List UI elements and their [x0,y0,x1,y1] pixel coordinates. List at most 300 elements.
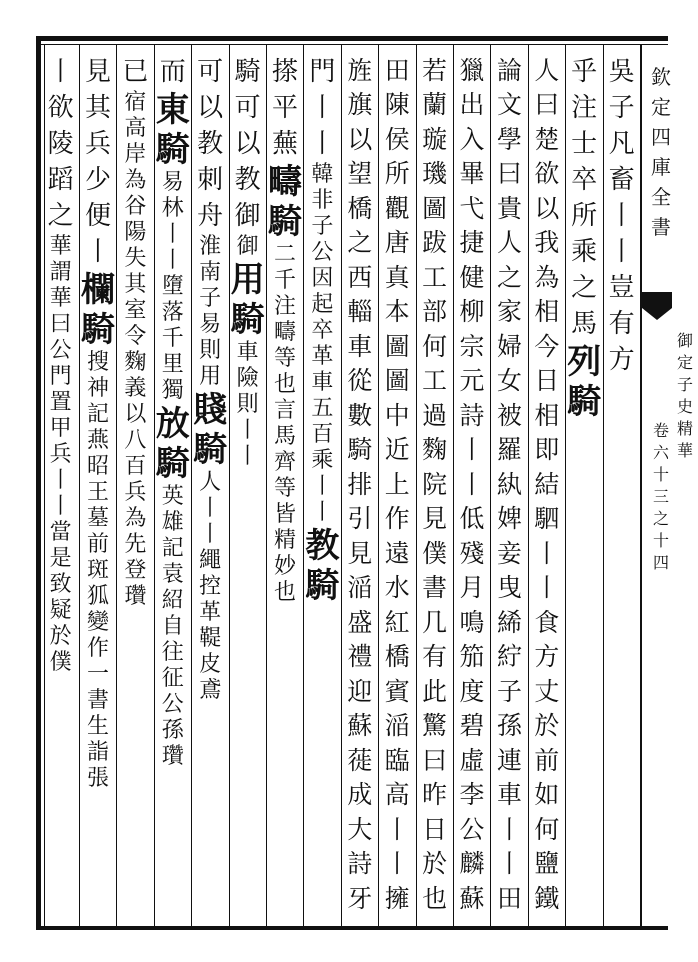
char: 其 [124,272,147,297]
char: 華 [676,441,693,460]
text-column [41,54,81,676]
char: 鳴 [459,607,485,637]
char: 羅 [496,435,522,465]
char: 以 [124,402,147,427]
char: 精 [273,528,296,553]
char: 丨 [47,57,74,87]
char: 大 [347,814,373,844]
char: 騎 [234,57,261,87]
char: 八 [124,428,147,453]
char: 唐 [384,228,410,258]
char: 孫 [496,711,522,741]
char: 子 [608,93,635,123]
char: 人 [496,228,522,258]
char: 御 [236,234,259,259]
char: 英 [161,484,184,509]
entry-heading [193,390,227,470]
body-text [347,54,372,916]
char: 盛 [347,607,373,637]
annotation [199,234,221,390]
annotation [124,90,146,324]
body-text [534,54,559,916]
char: 兵 [49,442,72,467]
char: 丨 [161,222,184,247]
char: 陵 [47,129,74,159]
char: 門 [49,364,72,389]
body-text [609,54,635,378]
char: 起 [311,292,334,317]
char: 因 [311,266,334,291]
char: 為 [124,168,147,193]
char: 几 [422,607,448,637]
char: 丨 [49,494,72,519]
char: 往 [161,640,184,665]
char: 千 [161,326,184,351]
char: 書 [422,573,448,603]
char: 也 [273,580,296,605]
char: 㴞 [347,573,373,603]
char: 元 [459,366,485,396]
char: 門 [309,57,336,87]
char: 引 [347,504,373,534]
char: 兵 [124,480,147,505]
char: 教 [197,129,224,159]
char: 騎 [193,430,228,470]
char: 騎 [268,202,302,242]
char: 跋 [422,228,448,258]
char: 兵 [84,129,111,159]
char: 征 [161,666,184,691]
char: 以 [534,193,560,223]
char: 入 [459,124,485,154]
char: 柳 [459,297,485,327]
char: 教 [234,165,261,195]
char: 丨 [161,248,184,273]
char: 此 [422,676,448,706]
body-text [85,54,111,270]
char: 麴 [422,435,448,465]
char: 公 [161,692,184,717]
char: 文 [496,90,522,120]
text-column [527,54,567,916]
char: 谷 [124,194,147,219]
char: 丨 [459,435,485,465]
char: 臨 [384,745,410,775]
text-column [190,54,230,704]
char: 若 [422,56,448,85]
char: 之 [47,201,74,231]
char: 十 [652,531,669,550]
char: 有 [422,642,448,672]
char: 妙 [273,554,296,579]
char: 已 [122,57,149,87]
char: 神 [86,376,109,401]
char: 搜 [86,350,109,375]
char: 賤 [193,390,228,430]
char: 十 [652,465,669,484]
char: 人 [534,56,560,85]
char: 曳 [496,573,522,603]
char: 弋 [459,193,485,223]
char: 用 [199,364,222,389]
char: 置 [49,390,72,415]
char: 史 [676,397,693,416]
char: 欲 [534,159,560,189]
char: 記 [86,402,109,427]
char: 駟 [534,504,560,534]
char: 控 [199,574,222,599]
char: 謂 [49,260,72,285]
char: 畜 [608,165,635,195]
char: 笳 [459,642,485,672]
char: 學 [496,124,522,154]
char: 公 [459,814,485,844]
char: 僕 [422,538,448,568]
char: 則 [199,338,222,363]
char: 革 [311,344,334,369]
char: 墓 [86,506,109,531]
char: 所 [384,159,410,189]
char: 騎 [305,566,340,606]
annotation [87,350,109,792]
char: 墮 [161,274,184,299]
char: 旌 [347,56,373,85]
char: 宿 [124,90,147,115]
char: 四 [652,553,669,572]
char: 公 [49,338,72,363]
char: 千 [273,268,296,293]
char: 方 [608,345,635,375]
section-title [672,330,698,462]
char: 捷 [459,228,485,258]
char: 過 [422,400,448,430]
body-text [197,54,223,234]
char: 鹽 [534,849,560,879]
char: 是 [49,546,72,571]
char: 獨 [161,378,184,403]
char: 騎 [347,435,373,465]
char: 岸 [124,142,147,167]
char: 丨 [496,814,522,844]
char: 斑 [86,558,109,583]
char: 詩 [459,400,485,430]
text-column [228,54,268,470]
body-text [385,54,410,916]
char: 甲 [49,416,72,441]
char: 相 [534,297,560,327]
char: 記 [161,536,184,561]
char: 落 [161,300,184,325]
char: 書 [86,688,109,713]
char: 則 [236,392,259,417]
char: 圖 [422,193,448,223]
char: 女 [496,366,522,396]
char: 前 [534,745,560,775]
char: 璣 [422,159,448,189]
char: 舟 [197,201,224,231]
char: 言 [273,398,296,423]
char: 婢 [496,504,522,534]
char: 欽 [651,65,671,89]
char: 詩 [347,849,373,879]
body-text [309,54,335,162]
char: 畢 [459,159,485,189]
annotation [162,484,184,770]
char: 鐵 [534,883,560,913]
body-text [460,54,485,916]
char: 殘 [459,538,485,568]
char: 豈 [608,273,635,303]
body-text [48,54,74,234]
char: 韓 [311,162,334,187]
char: 也 [273,372,296,397]
char: 排 [347,469,373,499]
annotation [124,324,146,610]
char: 中 [384,400,410,430]
char: 鞮 [199,626,222,651]
char: 高 [384,780,410,810]
annotation [237,234,259,260]
char: 驚 [422,711,448,741]
char: 繩 [199,548,222,573]
char: 南 [199,260,222,285]
char: 以 [197,93,224,123]
char: 作 [384,504,410,534]
char: 騎 [230,300,265,340]
char: 方 [534,642,560,672]
char: 蘇 [459,883,485,913]
char: 疇 [268,162,302,202]
char: 蓰 [347,745,373,775]
char: 麟 [459,849,485,879]
char: 車 [496,780,522,810]
char: 張 [86,766,109,791]
char: 林 [161,196,184,221]
char: 注 [571,93,598,123]
char: 平 [271,93,298,123]
char: 曰 [422,745,448,775]
char: 凡 [608,129,635,159]
char: 賓 [384,676,410,706]
char: 昨 [422,780,448,810]
char: 水 [384,573,410,603]
char: 等 [273,346,296,371]
char: 碧 [459,711,485,741]
char: 丨 [199,496,222,521]
char: 教 [305,526,340,566]
char: 當 [49,520,72,545]
annotation [50,234,72,676]
char: 吳 [608,57,635,87]
char: 放 [155,404,190,444]
book-title [648,62,674,242]
text-column [302,54,342,606]
char: 本 [384,297,410,327]
char: 旗 [347,90,373,120]
char: 望 [347,159,373,189]
annotation [274,242,296,606]
char: 馬 [273,424,296,449]
char: 出 [459,90,485,120]
char: 之 [347,228,373,258]
frame-top-border [36,36,668,41]
char: 里 [161,352,184,377]
text-column [153,54,193,770]
char: 圖 [384,366,410,396]
char: 燕 [86,428,109,453]
char: 連 [496,745,522,775]
char: 真 [384,262,410,292]
char: 齊 [273,450,296,475]
char: 百 [311,422,334,447]
char: 工 [422,262,448,292]
char: 橋 [347,193,373,223]
char: 御 [676,331,693,350]
char: 相 [534,400,560,430]
char: 蘇 [347,711,373,741]
char: 㴞 [384,711,410,741]
char: 丨 [608,201,635,231]
char: 其 [84,93,111,123]
char: 低 [459,504,485,534]
char: 卒 [311,318,334,343]
char: 瓚 [124,584,147,609]
char: 楚 [534,124,560,154]
char: 卷 [652,421,669,440]
char: 丨 [84,237,111,267]
char: 丨 [236,418,259,443]
char: 庫 [651,155,671,179]
char: 牙 [347,883,373,913]
char: 易 [161,170,184,195]
char: 蘭 [422,90,448,120]
char: 三 [652,487,669,506]
char: 紵 [496,642,522,672]
char: 迎 [347,676,373,706]
char: 皆 [273,502,296,527]
char: 虛 [459,745,485,775]
char: 子 [676,375,693,394]
char: 義 [124,376,147,401]
text-column [377,54,417,916]
char: 險 [236,366,259,391]
char: 陽 [124,220,147,245]
char: 車 [236,340,259,365]
char: 丨 [199,522,222,547]
char: 皮 [199,652,222,677]
char: 定 [676,353,693,372]
char: 變 [86,610,109,635]
fishtail-mark [642,292,672,308]
char: 妾 [496,538,522,568]
char: 論 [496,56,522,85]
body-text [497,54,522,916]
char: 先 [124,532,147,557]
char: 生 [86,714,109,739]
char: 雄 [161,510,184,535]
char: 御 [234,201,261,231]
volume-label [648,420,674,574]
char: 乘 [571,237,598,267]
text-column [340,54,380,916]
char: 子 [199,286,222,311]
char: 華 [49,286,72,311]
text-column [564,54,604,422]
char: 有 [608,309,635,339]
char: 子 [496,676,522,706]
char: 日 [534,366,560,396]
char: 橋 [384,642,410,672]
char: 曰 [49,312,72,337]
char: 欄 [81,270,115,310]
char: 璇 [422,124,448,154]
text-column [602,54,642,378]
body-text [122,54,148,90]
char: 騎 [81,310,115,350]
char: 蹈 [47,165,74,195]
char: 之 [571,273,598,303]
char: 食 [534,607,560,637]
char: 騎 [155,444,190,484]
char: 丨 [608,237,635,267]
char: 書 [651,215,671,239]
body-text [272,54,298,162]
char: 淮 [199,234,222,259]
body-text [571,54,597,342]
char: 東 [155,90,190,130]
char: 孫 [161,718,184,743]
char: 成 [347,780,373,810]
char: 遠 [384,538,410,568]
char: 結 [534,469,560,499]
char: 丨 [384,814,410,844]
char: 僕 [49,650,72,675]
char: 曰 [534,90,560,120]
char: 公 [311,240,334,265]
char: 麴 [124,350,147,375]
char: 丨 [384,849,410,879]
char: 搽 [271,57,298,87]
body-text [422,54,447,916]
char: 六 [652,443,669,462]
char: 疇 [273,320,296,345]
entry-heading [156,90,190,170]
char: 我 [534,228,560,258]
char: 革 [199,600,222,625]
char: 登 [124,558,147,583]
char: 紹 [161,588,184,613]
char: 前 [86,532,109,557]
text-column [115,54,155,610]
annotation [162,170,184,404]
char: 何 [422,331,448,361]
char: 部 [422,297,448,327]
char: 被 [496,400,522,430]
char: 子 [311,214,334,239]
char: 婦 [496,331,522,361]
char: 侯 [384,124,410,154]
text-column [265,54,305,606]
char: 乎 [571,57,598,87]
char: 如 [534,780,560,810]
char: 二 [273,242,296,267]
char: 等 [273,476,296,501]
char: 定 [651,95,671,119]
char: 四 [651,125,671,149]
char: 可 [234,93,261,123]
char: 馬 [571,309,598,339]
annotation [311,162,333,526]
